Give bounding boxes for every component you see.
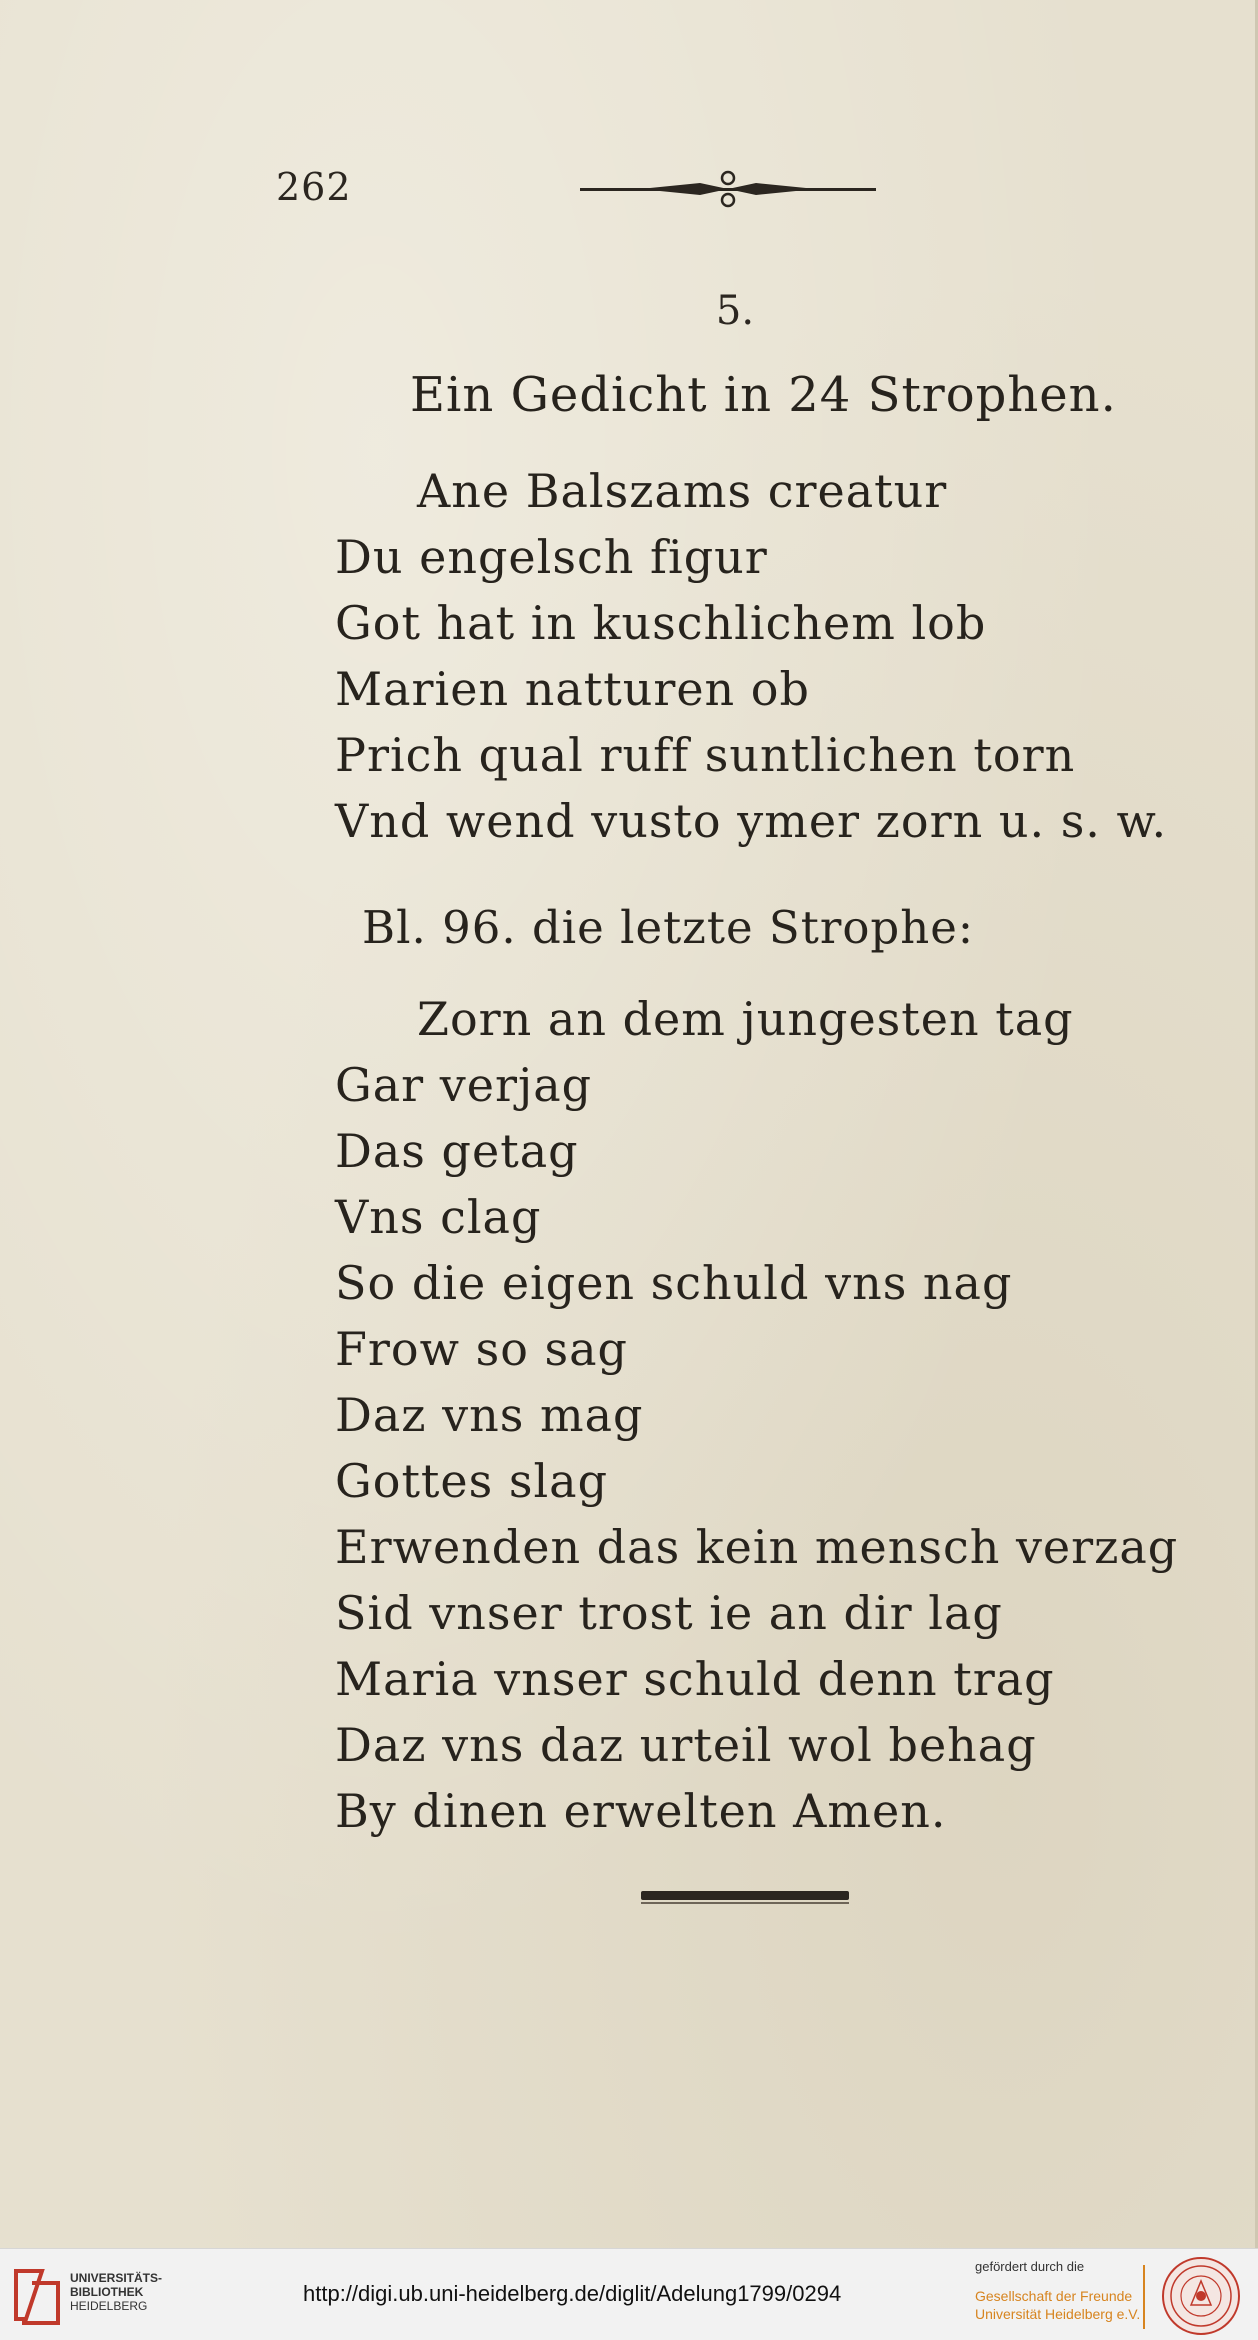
society-name: Gesellschaft der Freunde Universität Heidelberg e.V. [975,2288,1141,2322]
verse-line: Gar verjag [335,1058,593,1112]
verse-line: Prich qual ruff suntlichen torn [335,728,1076,782]
verse-line: Got hat in kuschlichem lob [335,596,987,650]
library-logo-icon [12,2263,64,2327]
university-seal-icon [1160,2255,1242,2337]
verse-line: Frow so sag [335,1322,628,1376]
funded-by-label: gefördert durch die [975,2259,1085,2274]
footer-bar [0,2248,1258,2340]
section-number: 5. [715,288,755,334]
verse-line: Sid vnser trost ie an dir lag [335,1586,1003,1640]
verse-line: Vnd wend vusto ymer zorn u. s. w. [335,794,1168,848]
permalink-url[interactable]: http://digi.ub.uni-heidelberg.de/diglit/Adelung1799/0294 [303,2281,842,2306]
verse-line: Marien natturen ob [335,662,810,716]
verse-line: Zorn an dem jungesten tag [417,992,1074,1046]
editorial-note: Bl. 96. die letzte Strophe: [362,901,974,954]
closing-rule [641,1891,849,1900]
verse-line: So die eigen schuld vns nag [335,1256,1013,1310]
verse-line: Daz vns daz urteil wol behag [335,1718,1037,1772]
library-name: UNIVERSITÄTS- BIBLIOTHEK HEIDELBERG [70,2271,163,2313]
verse-line: Maria vnser schuld denn trag [335,1652,1055,1706]
verse-line: Daz vns mag [335,1388,644,1442]
verse-line: Gottes slag [335,1454,609,1508]
page-number: 262 [276,165,352,209]
header-ornament [580,168,876,212]
verse-line: Das getag [335,1124,579,1178]
footer-divider [1143,2265,1145,2329]
verse-line: Ane Balszams creatur [417,464,948,518]
verse-line: Erwenden das kein mensch verzag [335,1520,1179,1574]
stanza-opening [335,458,1167,854]
verse-line: Du engelsch figur [335,530,768,584]
stanza-last [335,986,1178,1844]
verse-line: Vns clag [335,1190,542,1244]
poem-title: Ein Gedicht in 24 Strophen. [410,367,1117,423]
verse-line: By dinen erwelten Amen. [335,1784,947,1838]
